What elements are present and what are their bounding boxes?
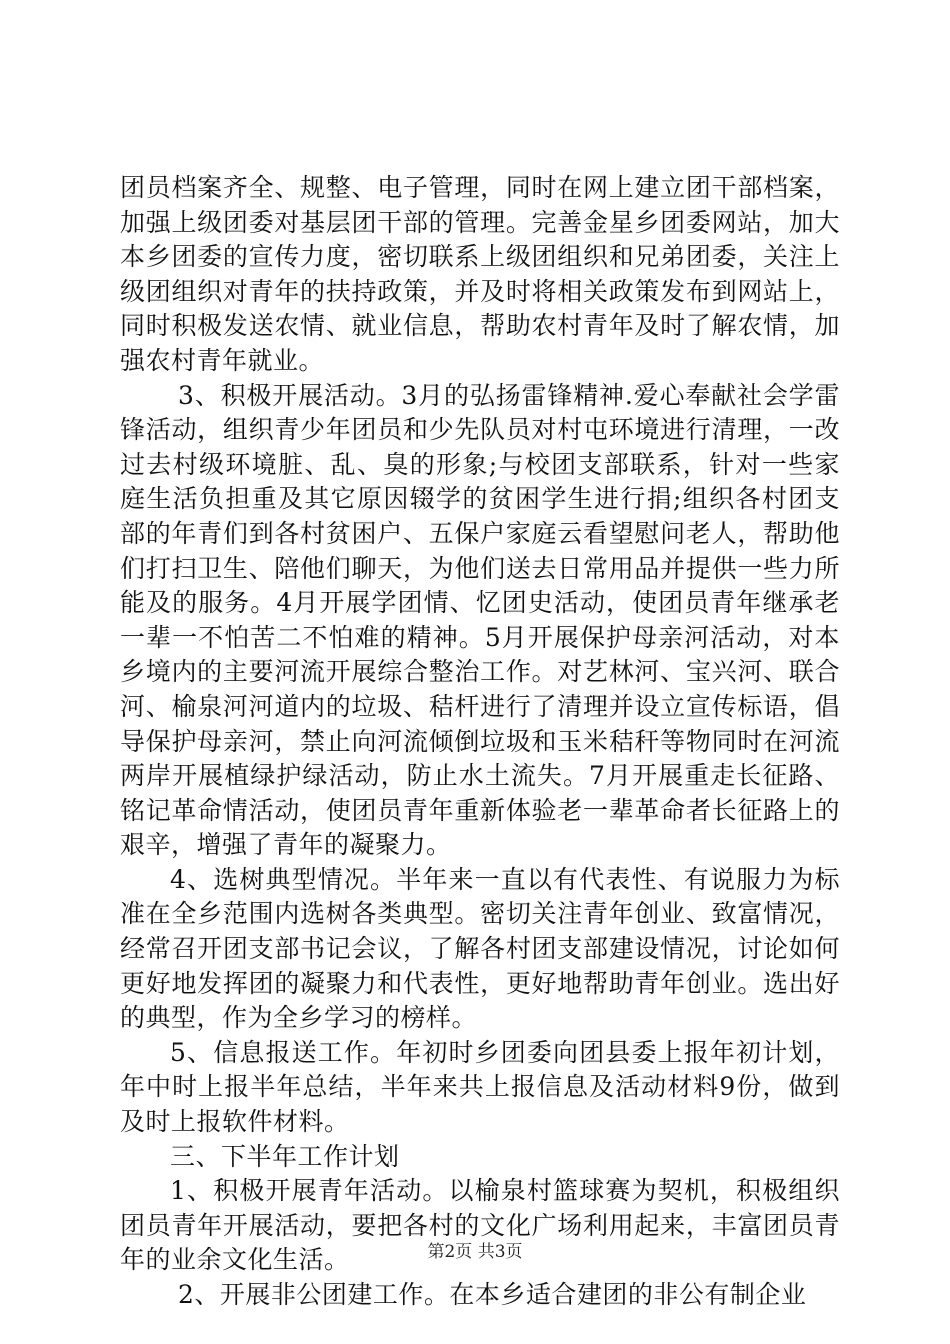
paragraph-activities: 3、积极开展活动。3月的弘扬雷锋精神.爱心奉献社会学雷锋活动，组织青少年团员和少先队员对村屯环境进行清理，一改过去村级环境脏、乱、臭的形象;与校团支部联系，针对一些家庭生活负担重及其它原因辍学的贫困学生进行捐;组织各村团支部的年青们到各村贫困户、五保户家庭云看望慰问老人，帮助他们打扫卫生、陪他们聊天，为他们送去日常用品并提供一些力所能及的服务。4月开展学团情、忆团史活动，使团员青年继承老一辈一不怕苦二不怕难的精神。5月开展保护母亲河活动，对本乡境内的主要河流开展综合整治工作。对艺林河、宝兴河、联合河、榆泉河河道内的垃圾、秸杆进行了清理并设立宣传标语，倡导保护母亲河，禁止向河流倾倒垃圾和玉米秸秆等物同时在河流两岸开展植绿护绿活动，防止水土流失。7月开展重走长征路、铭记革命情活动，使团员青年重新体验老一辈革命者长征路上的艰辛，增强了青年的凝聚力。 xyxy=(120,380,840,860)
page-number-footer: 第2页 共3页 xyxy=(427,1242,523,1262)
paragraph-role-models: 4、选树典型情况。半年来一直以有代表性、有说服力为标准在全乡范围内选树各类典型。密切关注青年创业、致富情况，经常召开团支部书记会议，了解各村团支部建设情况，讨论如何更好地发挥团的凝聚力和代表性，更好地帮助青年创业。选出好的典型，作为全乡学习的榜样。 xyxy=(120,864,840,1033)
paragraph-archive-management: 团员档案齐全、规整、电子管理，同时在网上建立团干部档案，加强上级团委对基层团干部的管理。完善金星乡团委网站，加大本乡团委的宣传力度，密切联系上级团组织和兄弟团委，关注上级团组织对青年的扶持政策，并及时将相关政策发布到网站上，同时积极发送农情、就业信息，帮助农村青年及时了解农情，加强农村青年就业。 xyxy=(120,173,840,375)
section-heading-second-half-plan: 三、下半年工作计划 xyxy=(170,1141,400,1171)
document-body xyxy=(120,171,840,1313)
paragraph-info-reporting: 5、信息报送工作。年初时乡团委向团县委上报年初计划，年中时上报半年总结，半年来共上报信息及活动材料9份，做到及时上报软件材料。 xyxy=(120,1037,840,1137)
paragraph-youth-activities: 1、积极开展青年活动。以榆泉村篮球赛为契机，积极组织团员青年开展活动，要把各村的文化广场利用起来，丰富团员青年的业余文化生活。 xyxy=(120,1176,840,1275)
paragraph-non-public-league: 2、开展非公团建工作。在本乡适合建团的非公有制企业 xyxy=(178,1280,807,1309)
